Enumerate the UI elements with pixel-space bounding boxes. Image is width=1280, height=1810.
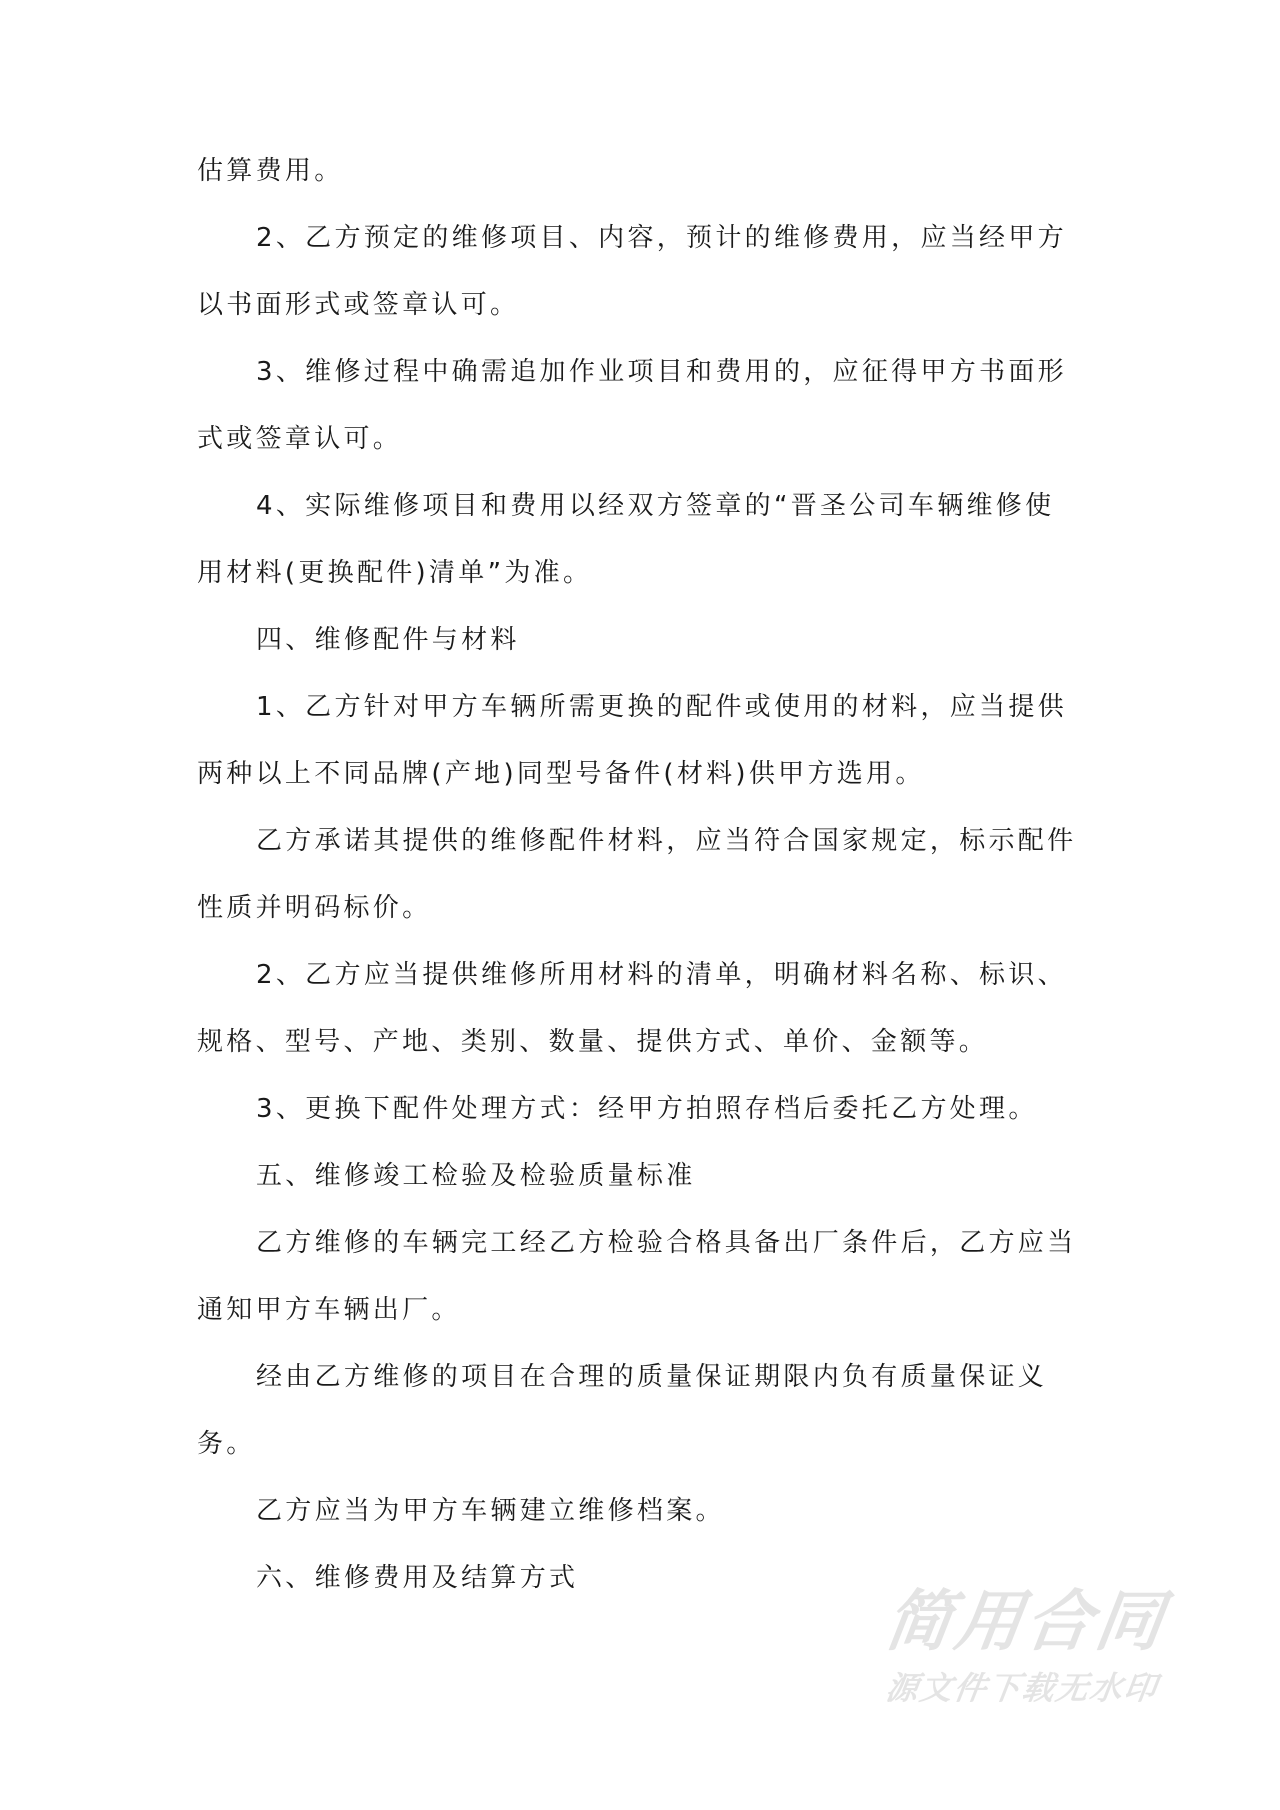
watermark-title: 简用合同 — [880, 1583, 1172, 1660]
clause-2-line: 2、乙方应当提供维修所用材料的清单，明确材料名称、标识、 — [256, 960, 1067, 990]
clause-1-line: 1、乙方针对甲方车辆所需更换的配件或使用的材料，应当提供 — [256, 692, 1067, 722]
section-heading-5: 五、维修竣工检验及检验质量标准 — [256, 1161, 696, 1191]
paragraph-line: 乙方应当为甲方车辆建立维修档案。 — [256, 1496, 725, 1526]
clause-3-line: 3、维修过程中确需追加作业项目和费用的，应征得甲方书面形 — [256, 357, 1067, 387]
clause-4-line: 4、实际维修项目和费用以经双方签章的“晋圣公司车辆维修使 — [256, 491, 1055, 521]
text-line: 用材料(更换配件)清单”为准。 — [197, 558, 593, 588]
text-line: 性质并明码标价。 — [197, 893, 432, 923]
document-body — [197, 155, 1085, 1629]
text-line: 估算费用。 — [197, 156, 344, 186]
text-line: 两种以上不同品牌(产地)同型号备件(材料)供甲方选用。 — [197, 759, 925, 789]
paragraph-line: 经由乙方维修的项目在合理的质量保证期限内负有质量保证义 — [256, 1362, 1048, 1392]
clause-3-line: 3、更换下配件处理方式：经甲方拍照存档后委托乙方处理。 — [256, 1094, 1038, 1124]
paragraph-line: 乙方维修的车辆完工经乙方检验合格具备出厂条件后，乙方应当 — [256, 1228, 1077, 1258]
watermark-subtitle: 源文件下载无水印 — [883, 1669, 1161, 1707]
section-heading-4: 四、维修配件与材料 — [256, 625, 520, 655]
text-line: 通知甲方车辆出厂。 — [197, 1295, 461, 1325]
text-line: 规格、型号、产地、类别、数量、提供方式、单价、金额等。 — [197, 1027, 989, 1057]
text-line: 式或签章认可。 — [197, 424, 403, 454]
clause-2-line: 2、乙方预定的维修项目、内容，预计的维修费用，应当经甲方 — [256, 223, 1067, 253]
paragraph-line: 乙方承诺其提供的维修配件材料，应当符合国家规定，标示配件 — [256, 826, 1077, 856]
text-line: 务。 — [197, 1429, 256, 1459]
text-line: 以书面形式或签章认可。 — [197, 290, 520, 320]
section-heading-6: 六、维修费用及结算方式 — [256, 1563, 579, 1593]
